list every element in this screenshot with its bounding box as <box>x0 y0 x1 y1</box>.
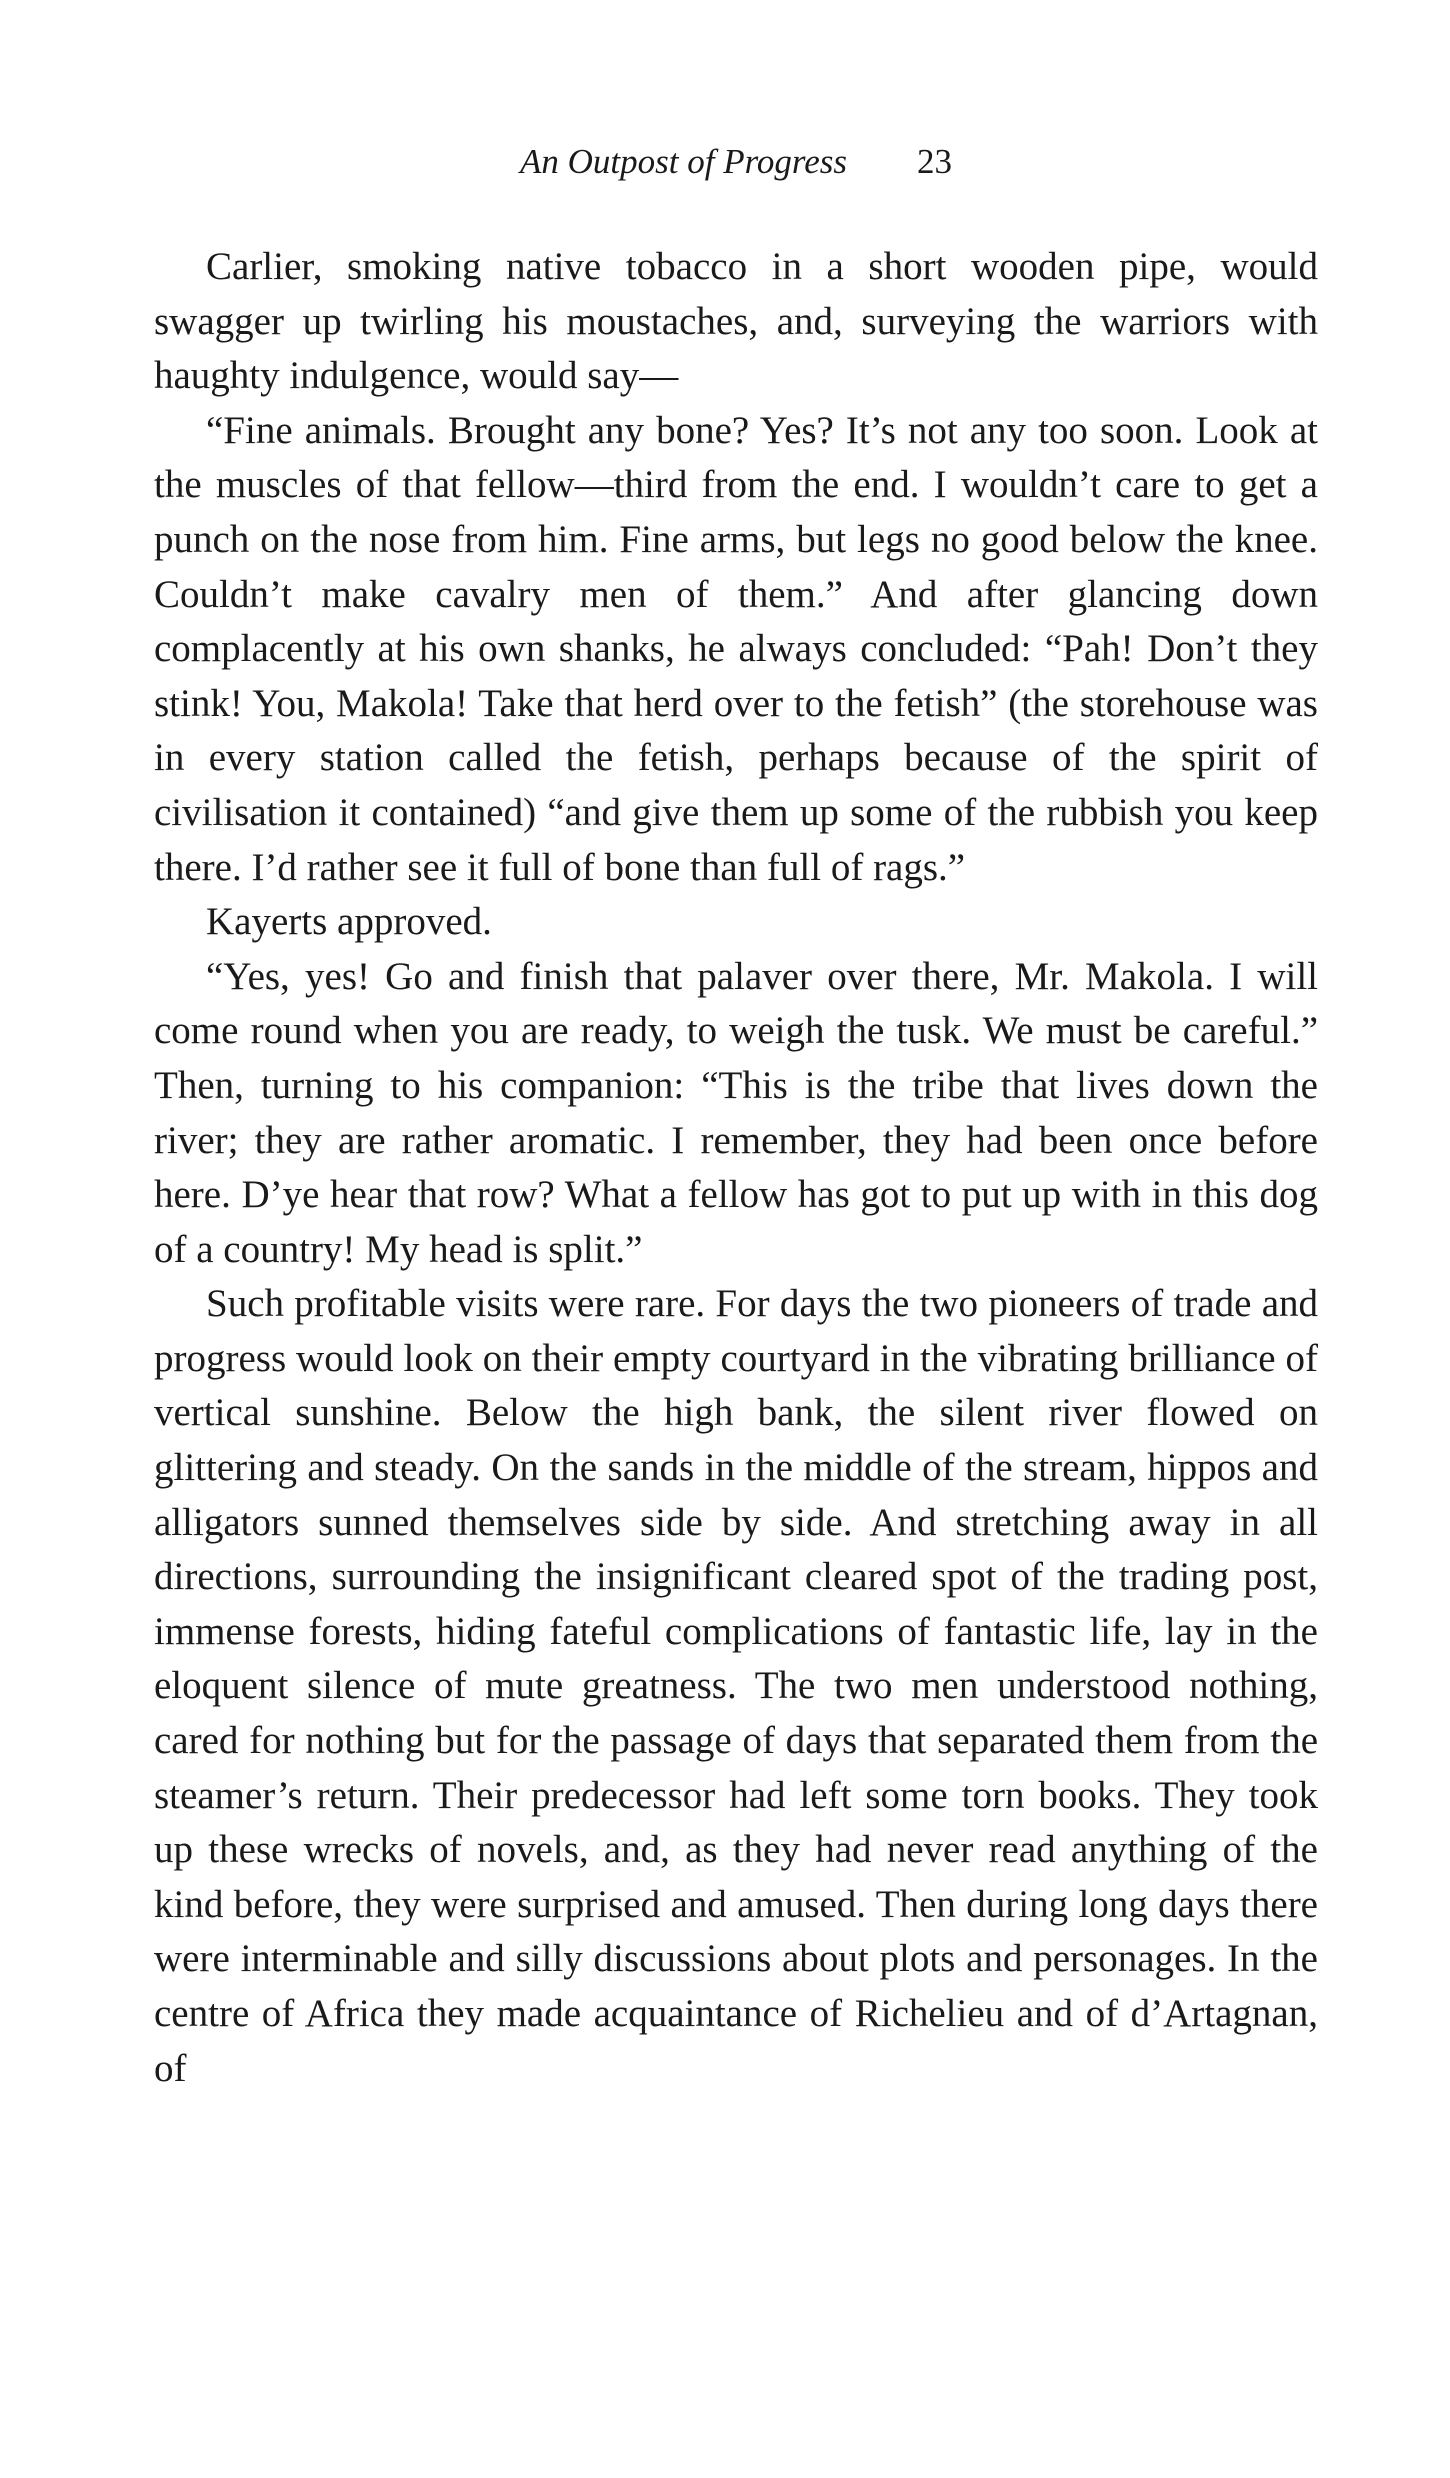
running-head <box>154 140 1318 184</box>
paragraph: Kayerts approved. <box>206 900 492 944</box>
page-number: 23 <box>917 142 952 181</box>
paragraph: “Fine animals. Brought any bone? Yes? It’s not any too soon. Look at the muscles of that fellow—third from the end. I wouldn’t care to get a punch on the nose from him. Fine arms, but legs no good below the knee. Couldn’t make cavalry men of them.” And after glancing down complacently at his own shanks, he always concluded: “Pah! Don’t they stink! You, Makola! Take that herd over to the fetish” (the storehouse was in every station called the fetish, perhaps because of the spirit of civilisation it contained) “and give them up some of the rubbish you keep there. I’d rather see it full of bone than full of rags.” <box>154 408 1318 889</box>
paragraph: Such profitable visits were rare. For days the two pioneers of trade and progress would look on their empty courtyard in the vibrating brilliance of vertical sunshine. Below the high bank, the silent river flowed on glittering and steady. On the sands in the middle of the stream, hippos and alligators sunned themselves side by side. And stretching away in all directions, surrounding the insignificant cleared spot of the trading post, immense forests, hiding fateful complications of fantastic life, lay in the eloquent silence of mute greatness. The two men understood nothing, cared for nothing but for the passage of days that separated them from the steamer’s return. Their predecessor had left some torn books. They took up these wrecks of novels, and, as they had never read anything of the kind before, they were surprised and amused. Then during long days there were interminable and silly discussions about plots and personages. In the centre of Africa they made acquaintance of Richelieu and of d’Artagnan, of <box>154 1282 1318 2090</box>
running-title: An Outpost of Progress <box>520 142 847 181</box>
body-text <box>154 240 1318 2096</box>
paragraph: Carlier, smoking native tobacco in a short wooden pipe, would swagger up twirling his moustaches, and, surveying the warriors with haughty indulgence, would say— <box>154 245 1318 398</box>
paragraph: “Yes, yes! Go and finish that palaver over there, Mr. Makola. I will come round when you are ready, to weigh the tusk. We must be careful.” Then, turning to his companion: “This is the tribe that lives down the river; they are rather aromatic. I remember, they had been once before here. D’ye hear that row? What a fellow has got to put up with in this dog of a country! My head is split.” <box>154 954 1318 1271</box>
